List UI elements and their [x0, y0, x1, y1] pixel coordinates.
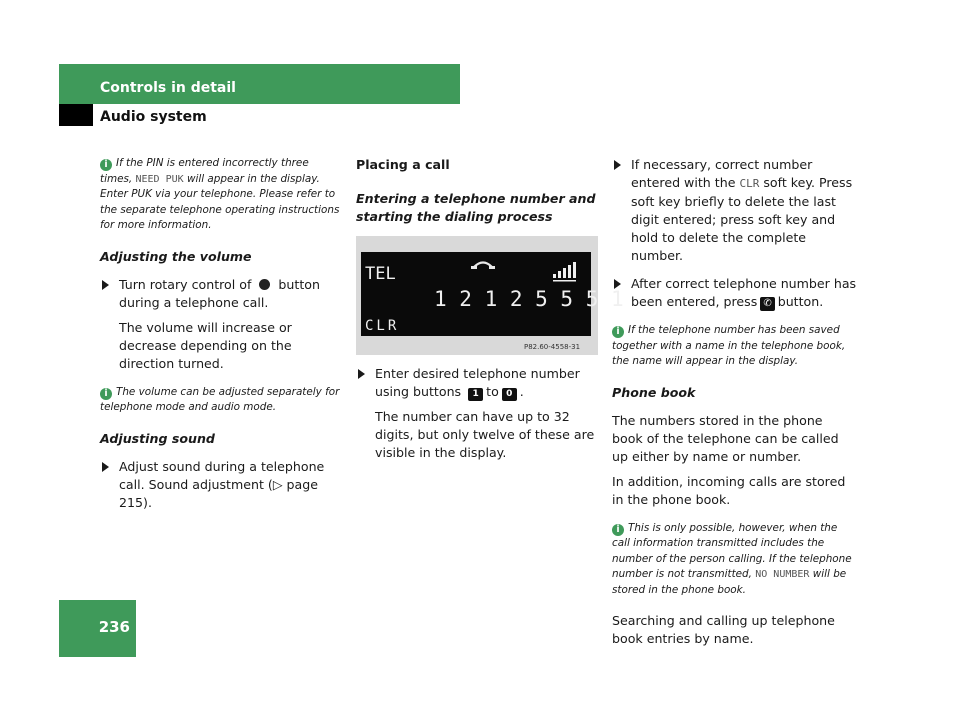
clr-code: CLR: [739, 177, 760, 190]
section-title: Controls in detail: [100, 80, 236, 96]
key-1-icon: 1: [468, 388, 483, 401]
note-pin: i If the PIN is entered incorrectly three times, NEED PUK will appear in the display. Enter PUK via your telephone. Please refer to the separate telephone operating instructions for more information.: [100, 157, 340, 231]
bullet-arrow-icon: [102, 280, 109, 290]
bullet-arrow-icon: [614, 279, 621, 289]
heading-sound: Adjusting sound: [100, 430, 215, 446]
heading-entering-number: Entering a telephone number and starting the dialing process: [356, 191, 596, 224]
bullet-after-entry: After correct telephone number has been entered, press ✆ button.: [612, 275, 857, 311]
note-saved-name: i If the telephone number has been saved together with a name in the telephone book, the name will appear in the display.: [612, 324, 846, 367]
page-number: 236: [98, 618, 130, 636]
info-icon: i: [100, 159, 112, 171]
bullet-correct-number: If necessary, correct number entered with the CLR soft key. Press soft key briefly to delete the last digit entered; press soft key and hold to delete the complete number.: [612, 156, 857, 265]
volume-text: The volume will increase or decrease depending on the direction turned.: [119, 319, 292, 371]
bullet-arrow-icon: [614, 160, 621, 170]
info-icon: i: [612, 326, 624, 338]
heading-placing-call: Placing a call: [356, 157, 450, 172]
bullet-sound: Adjust sound during a telephone call. Sound adjustment (▷ page 215).: [100, 458, 343, 512]
header-marker: [59, 104, 93, 126]
column-2: [356, 156, 624, 469]
no-number-code: NO NUMBER: [755, 569, 810, 580]
image-reference: P82.60-4558-31: [524, 343, 581, 351]
digits-text: The number can have up to 32 digits, but only twelve of these are visible in the display.: [375, 409, 595, 460]
key-0-icon: 0: [502, 388, 517, 401]
bullet-volume: Turn rotary control of button during a telephone call.: [100, 276, 343, 312]
display-softkey-clr: CLR: [365, 318, 400, 334]
column-3: [612, 156, 857, 655]
phonebook-text-2: In addition, incoming calls are stored in the phone book.: [612, 473, 846, 507]
heading-phone-book: Phone book: [612, 384, 696, 400]
bullet-arrow-icon: [358, 369, 365, 379]
display-number: 1 2 1 2 5 5 5 1: [434, 287, 624, 311]
telephone-display-image: [356, 236, 624, 355]
note-volume: i The volume can be adjusted separately for telephone mode and audio mode.: [100, 385, 340, 413]
search-text: Searching and calling up telephone book entries by name.: [612, 613, 835, 646]
note-caller-number: i This is only possible, however, when the call information transmitted includes the number of the person calling. If the telephone number is not transmitted, NO NUMBER will be stored in the phone book.: [612, 521, 852, 596]
section-subtitle: Audio system: [100, 109, 207, 125]
info-icon: i: [100, 388, 112, 400]
rotary-knob-icon: [259, 279, 270, 290]
phonebook-text-1: The numbers stored in the phone book of the telephone can be called up either by name or number.: [612, 412, 839, 464]
display-mode-label: TEL: [365, 264, 396, 284]
column-1: [100, 156, 343, 519]
bullet-enter-number: Enter desired telephone number using buttons 1 to 0 .: [356, 365, 598, 401]
display-code: NEED PUK: [135, 173, 184, 185]
display-svg: [356, 236, 624, 355]
heading-volume: Adjusting the volume: [100, 248, 252, 264]
info-icon: i: [612, 524, 624, 536]
bullet-arrow-icon: [102, 462, 109, 472]
call-handset-icon: ✆: [760, 297, 774, 311]
